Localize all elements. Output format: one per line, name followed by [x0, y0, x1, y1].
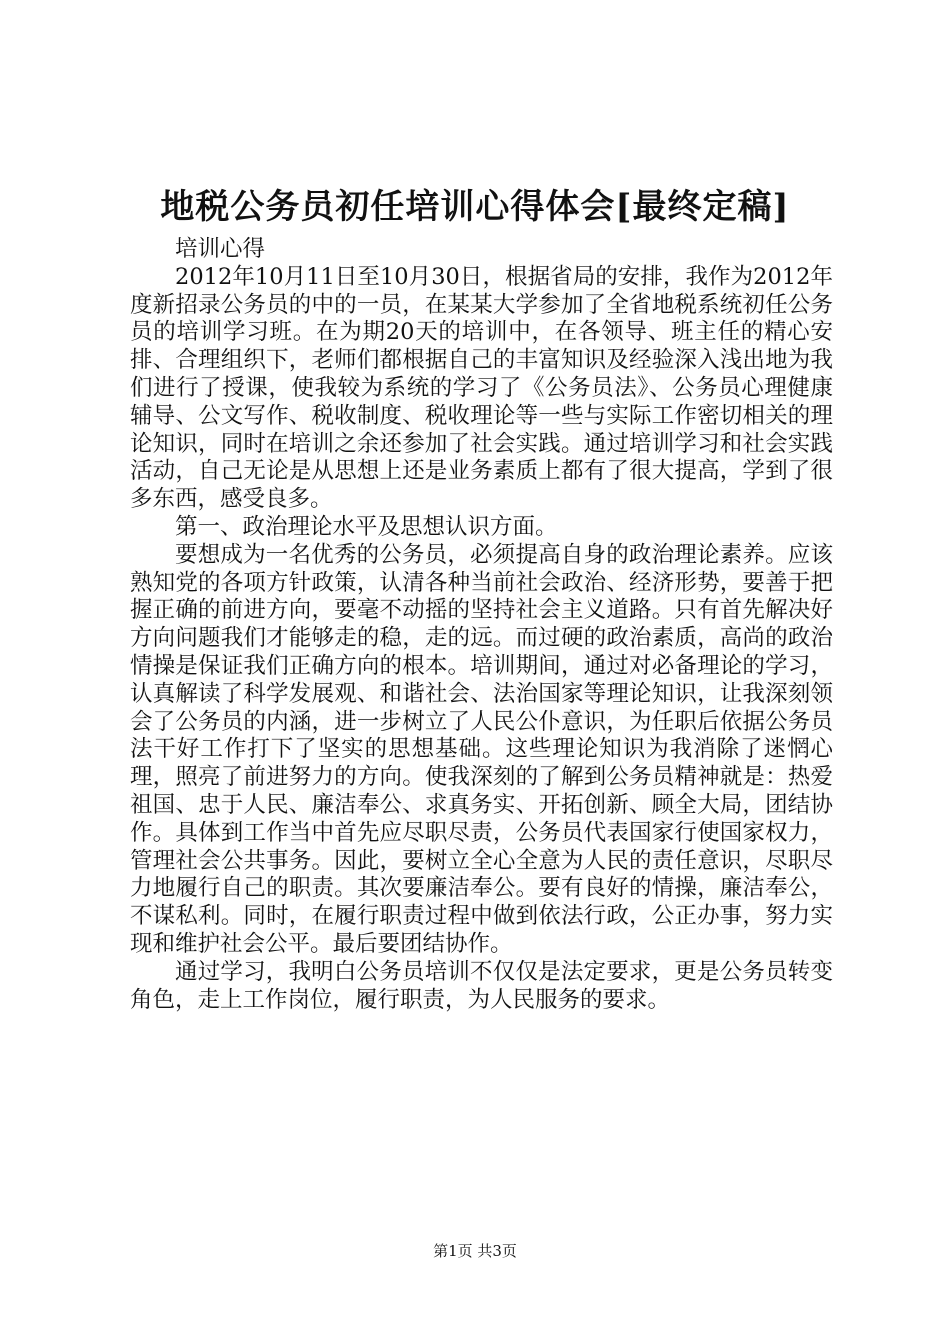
paragraph: 通过学习，我明白公务员培训不仅仅是法定要求，更是公务员转变角色，走上工作岗位，履行职责，为人民服务的要求。 [130, 958, 833, 1013]
paragraph: 要想成为一名优秀的公务员，必须提高自身的政治理论素养。应该熟知党的各项方针政策，认清各种当前社会政治、经济形势，要善于把握正确的前进方向，要毫不动摇的坚持社会主义道路。只有首先解决好方向问题我们才能够走的稳，走的远。而过硬的政治素质，高尚的政治情操是保证我们正确方向的根本。培训期间，通过对必备理论的学习，认真解读了科学发展观、和谐社会、法治国家等理论知识，让我深刻领会了公务员的内涵，进一步树立了人民公仆意识，为任职后依据公务员法干好工作打下了坚实的思想基础。这些理论知识为我消除了迷惘心理，照亮了前进努力的方向。使我深刻的了解到公务员精神就是：热爱祖国、忠于人民、廉洁奉公、求真务实、开拓创新、顾全大局，团结协作。具体到工作当中首先应尽职尽责，公务员代表国家行使国家权力，管理社会公共事务。因此，要树立全心全意为人民的责任意识，尽职尽力地履行自己的职责。其次要廉洁奉公。要有良好的情操，廉洁奉公，不谋私利。同时，在履行职责过程中做到依法行政，公正办事，努力实现和维护社会公平。最后要团结协作。 [130, 541, 833, 957]
section-heading: 培训心得 [175, 236, 266, 262]
document-title: 地税公务员初任培训心得体会[最终定稿] [160, 187, 790, 227]
section-heading: 第一、政治理论水平及思想认识方面。 [175, 513, 558, 540]
document-body [130, 236, 833, 1014]
paragraph: 2012年10月11日至10月30日，根据省局的安排，我作为2012年度新招录公务员的中的一员，在某某大学参加了全省地税系统初任公务员的培训学习班。在为期20天的培训中，在各领导、班主任的精心安排、合理组织下，老师们都根据自己的丰富知识及经验深入浅出地为我们进行了授课，使我较为系统的学习了《公务员法》、公务员心理健康辅导、公文写作、税收制度、税收理论等一些与实际工作密切相关的理论知识，同时在培训之余还参加了社会实践。通过培训学习和社会实践活动，自己无论是从思想上还是业务素质上都有了很大提高，学到了很多东西，感受良多。 [130, 263, 833, 513]
page-number-footer: 第1页 共3页 [433, 1242, 517, 1260]
